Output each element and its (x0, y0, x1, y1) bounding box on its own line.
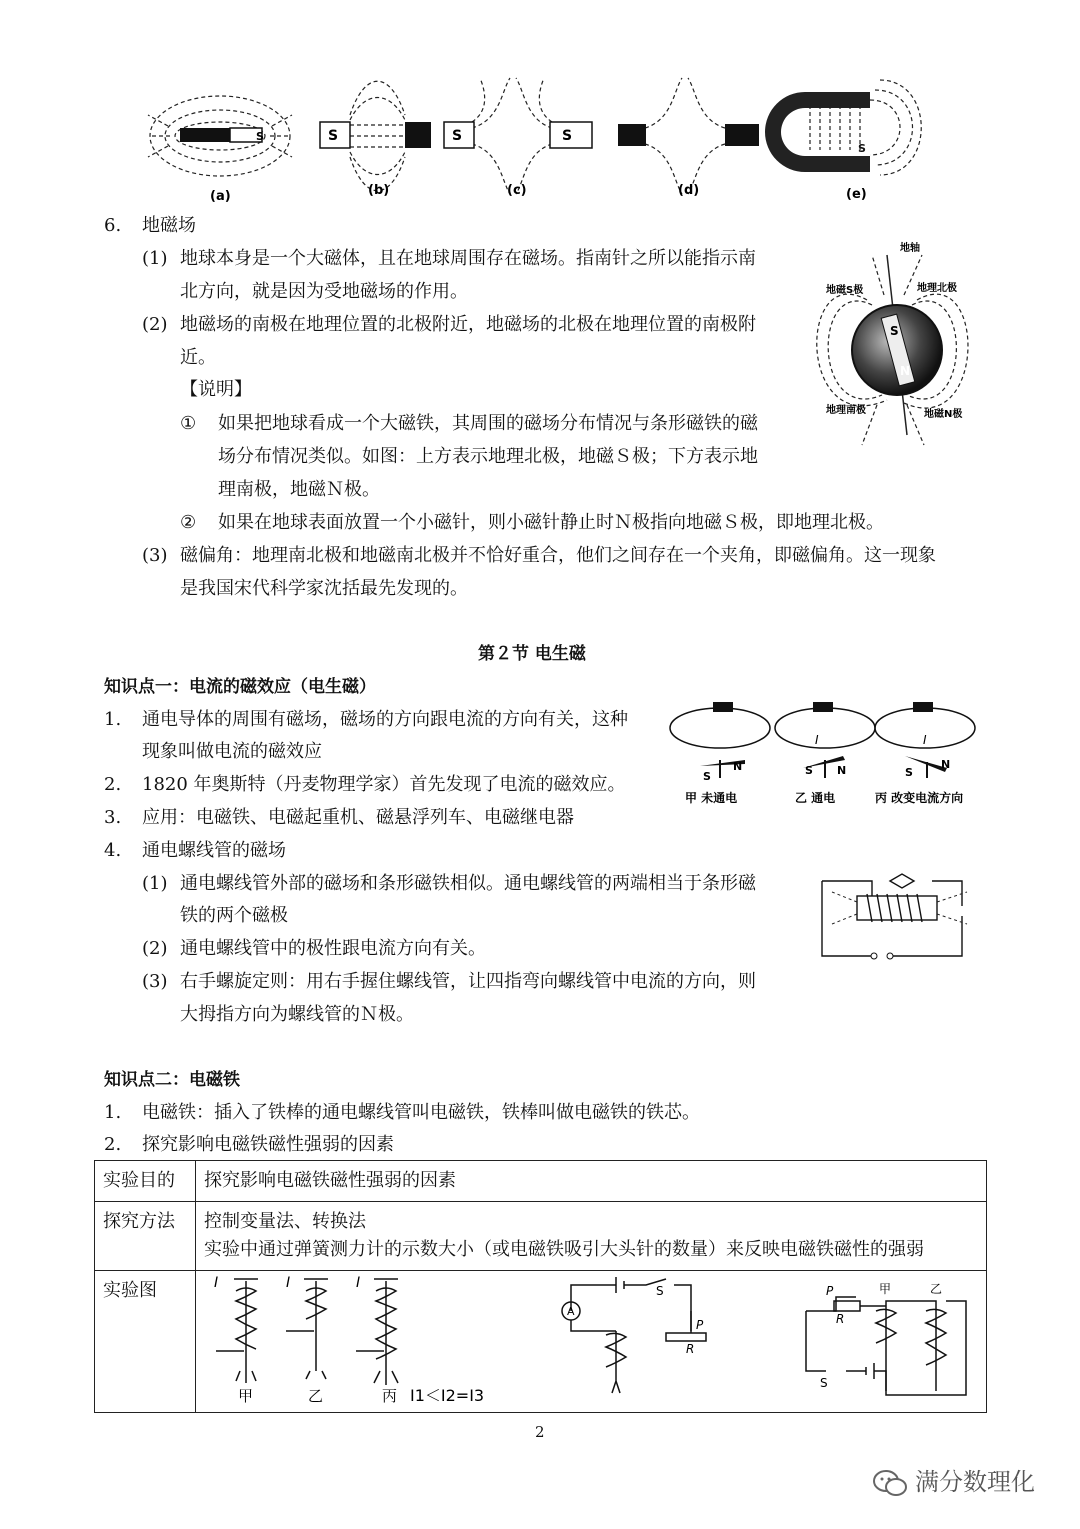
oersted-s2: S (805, 764, 813, 777)
kp1-item1-line2: 现象叫做电流的磁效应 (142, 741, 322, 762)
kp1-sub3-line2: 大拇指方向为螺线管的Ｎ极。 (180, 1004, 414, 1025)
sec6-number: 6. (104, 215, 122, 236)
kp1-sub2-line1: 通电螺线管中的极性跟电流方向有关。 (180, 938, 486, 959)
circuit2-p-label: P (826, 1284, 834, 1298)
kp1-item3-line1: 应用：电磁铁、电磁起重机、磁悬浮列车、电磁继电器 (142, 807, 574, 828)
kp1-title: 知识点一：电流的磁效应（电生磁） (104, 677, 376, 697)
earth-geomag-n-label: 地磁N极 (924, 409, 963, 420)
label-d: (d) (678, 183, 700, 198)
wechat-icon (872, 1468, 908, 1498)
sec6-p2-line1: 地磁场的南极在地理位置的北极附近，地磁场的北极在地理位置的南极附 (180, 314, 756, 335)
circuit2-yi-label: 乙 (930, 1282, 943, 1296)
nail1-current-label: I (214, 1275, 219, 1291)
kp2-item1-line1: 电磁铁：插入了铁棒的通电螺线管叫电磁铁，铁棒叫做电磁铁的铁芯。 (142, 1102, 700, 1123)
magnet-c-s2-label: S (562, 128, 573, 144)
kp1-item2-line1: 1820 年奥斯特（丹麦物理学家）首先发现了电流的磁效应。 (142, 774, 626, 795)
oersted-caption-3: 丙 改变电流方向 (875, 791, 964, 805)
kp2-item2-number: 2. (104, 1134, 122, 1155)
sec6-p1-number: (1) (142, 248, 168, 269)
sec6-p2-line2: 近。 (180, 347, 216, 368)
sec6-p3-number: (3) (142, 545, 168, 566)
magnet-e-s-label: S (858, 142, 866, 155)
earth-magnetic-field-figure (812, 235, 982, 455)
magnet-b-s-label: S (328, 128, 339, 144)
note1-line1: 如果把地球看成一个大磁铁，其周围的磁场分布情况与条形磁铁的磁 (218, 413, 758, 434)
kp1-sub2-number: (2) (142, 938, 168, 959)
circuit2-r-label: R (836, 1312, 845, 1326)
earth-geomag-s-label: 地磁S极 (826, 285, 864, 296)
experiment-table (94, 1160, 987, 1413)
circuit2-s-label: S (820, 1376, 828, 1390)
table-header-figure: 实验图 (95, 1271, 196, 1413)
table-method-line1: 控制变量法、转换法 (204, 1211, 366, 1232)
page-number: 2 (535, 1423, 545, 1441)
nail3-current-label: I (356, 1275, 361, 1291)
oersted-s3: S (905, 766, 913, 779)
electromagnet-experiment-figures (196, 1271, 986, 1411)
oersted-i2: I (815, 733, 819, 747)
oersted-n2: N (837, 764, 847, 777)
sec6-p3-line1: 磁偏角：地理南北极和地磁南北极并不恰好重合，他们之间存在一个夹角，即磁偏角。这一现象 (180, 545, 936, 566)
kp1-item3-number: 3. (104, 807, 122, 828)
table-row (95, 1271, 987, 1413)
earth-geo-south-label: 地理南极 (826, 405, 866, 416)
section2-title: 第２节 电生磁 (478, 644, 586, 664)
table-header-method: 探究方法 (95, 1202, 196, 1271)
table-row (95, 1161, 987, 1202)
magnet-a-pole-label: S (256, 130, 264, 143)
kp1-item1-line1: 通电导体的周围有磁场，磁场的方向跟电流的方向有关，这种 (142, 709, 628, 730)
oersted-n1: N (733, 760, 743, 773)
solenoid-figure (812, 866, 977, 966)
sec6-title: 地磁场 (142, 215, 196, 236)
nail-label-bing: 丙 (382, 1387, 398, 1405)
kp2-title: 知识点二：电磁铁 (104, 1070, 240, 1090)
sec6-p1-line1: 地球本身是一个大磁体，且在地球周围存在磁场。指南针之所以能指示南 (180, 248, 756, 269)
label-e: (e) (846, 187, 867, 202)
nail-label-jia: 甲 (238, 1387, 254, 1405)
current-relation: I1＜I2=I3 (410, 1386, 485, 1405)
kp1-sub3-number: (3) (142, 971, 168, 992)
switch-label: S (656, 1284, 664, 1298)
label-a: (a) (210, 189, 231, 204)
oersted-experiment-figure (665, 698, 980, 810)
magnet-c-s1-label: S (452, 128, 463, 144)
kp2-item1-number: 1. (104, 1102, 122, 1123)
magnetic-field-figure (140, 70, 930, 205)
oersted-n3: N (941, 758, 951, 771)
watermark-text: 满分数理化 (915, 1468, 1035, 1496)
table-value-method (196, 1202, 987, 1271)
ammeter-label: A (567, 1305, 575, 1318)
note2-line1: 如果在地球表面放置一个小磁针，则小磁针静止时Ｎ极指向地磁Ｓ极，即地理北极。 (218, 512, 884, 533)
oersted-caption-2: 乙 通电 (795, 791, 836, 805)
label-c: (c) (507, 183, 527, 198)
kp2-item2-line1: 探究影响电磁铁磁性强弱的因素 (142, 1134, 394, 1155)
earth-s-label: S (890, 324, 899, 338)
sec6-p2-number: (2) (142, 314, 168, 335)
oersted-s1: S (703, 770, 711, 783)
table-method-line2: 实验中通过弹簧测力计的示数大小（或电磁铁吸引大头针的数量）来反映电磁铁磁性的强弱 (204, 1239, 924, 1260)
kp1-sub1-line1: 通电螺线管外部的磁场和条形磁铁相似。通电螺线管的两端相当于条形磁 (180, 873, 756, 894)
kp1-item4-number: 4. (104, 840, 122, 861)
table-value-purpose: 探究影响电磁铁磁性强弱的因素 (196, 1161, 987, 1202)
earth-n-label: N (900, 364, 911, 378)
kp1-sub3-line1: 右手螺旋定则：用右手握住螺线管，让四指弯向螺线管中电流的方向，则 (180, 971, 756, 992)
earth-geo-north-label: 地理北极 (917, 283, 957, 294)
earth-axis-label: 地轴 (900, 243, 920, 254)
oersted-i3: I (923, 733, 927, 747)
note1-line2: 场分布情况类似。如图：上方表示地理北极，地磁Ｓ极；下方表示地 (218, 446, 758, 467)
note1-number: ① (180, 413, 197, 434)
note-title: 【说明】 (180, 379, 252, 400)
label-b: (b) (368, 183, 390, 198)
note2-number: ② (180, 512, 197, 533)
circuit2-jia-label: 甲 (879, 1282, 892, 1296)
table-row (95, 1202, 987, 1271)
kp1-item1-number: 1. (104, 709, 122, 730)
note1-line3: 理南极，地磁Ｎ极。 (218, 479, 380, 500)
table-header-purpose: 实验目的 (95, 1161, 196, 1202)
nail-label-yi: 乙 (308, 1387, 324, 1405)
kp1-item4-line1: 通电螺线管的磁场 (142, 840, 286, 861)
kp1-sub1-line2: 铁的两个磁极 (180, 905, 288, 926)
kp1-sub1-number: (1) (142, 873, 168, 894)
oersted-caption-1: 甲 未通电 (685, 791, 738, 805)
sec6-p1-line2: 北方向，就是因为受地磁场的作用。 (180, 281, 468, 302)
slider-p-label: P (696, 1318, 704, 1332)
kp1-item2-number: 2. (104, 774, 122, 795)
table-figure-cell (196, 1271, 987, 1413)
sec6-p3-line2: 是我国宋代科学家沈括最先发现的。 (180, 578, 468, 599)
nail2-current-label: I (286, 1275, 291, 1291)
rheostat-r-label: R (686, 1342, 695, 1356)
